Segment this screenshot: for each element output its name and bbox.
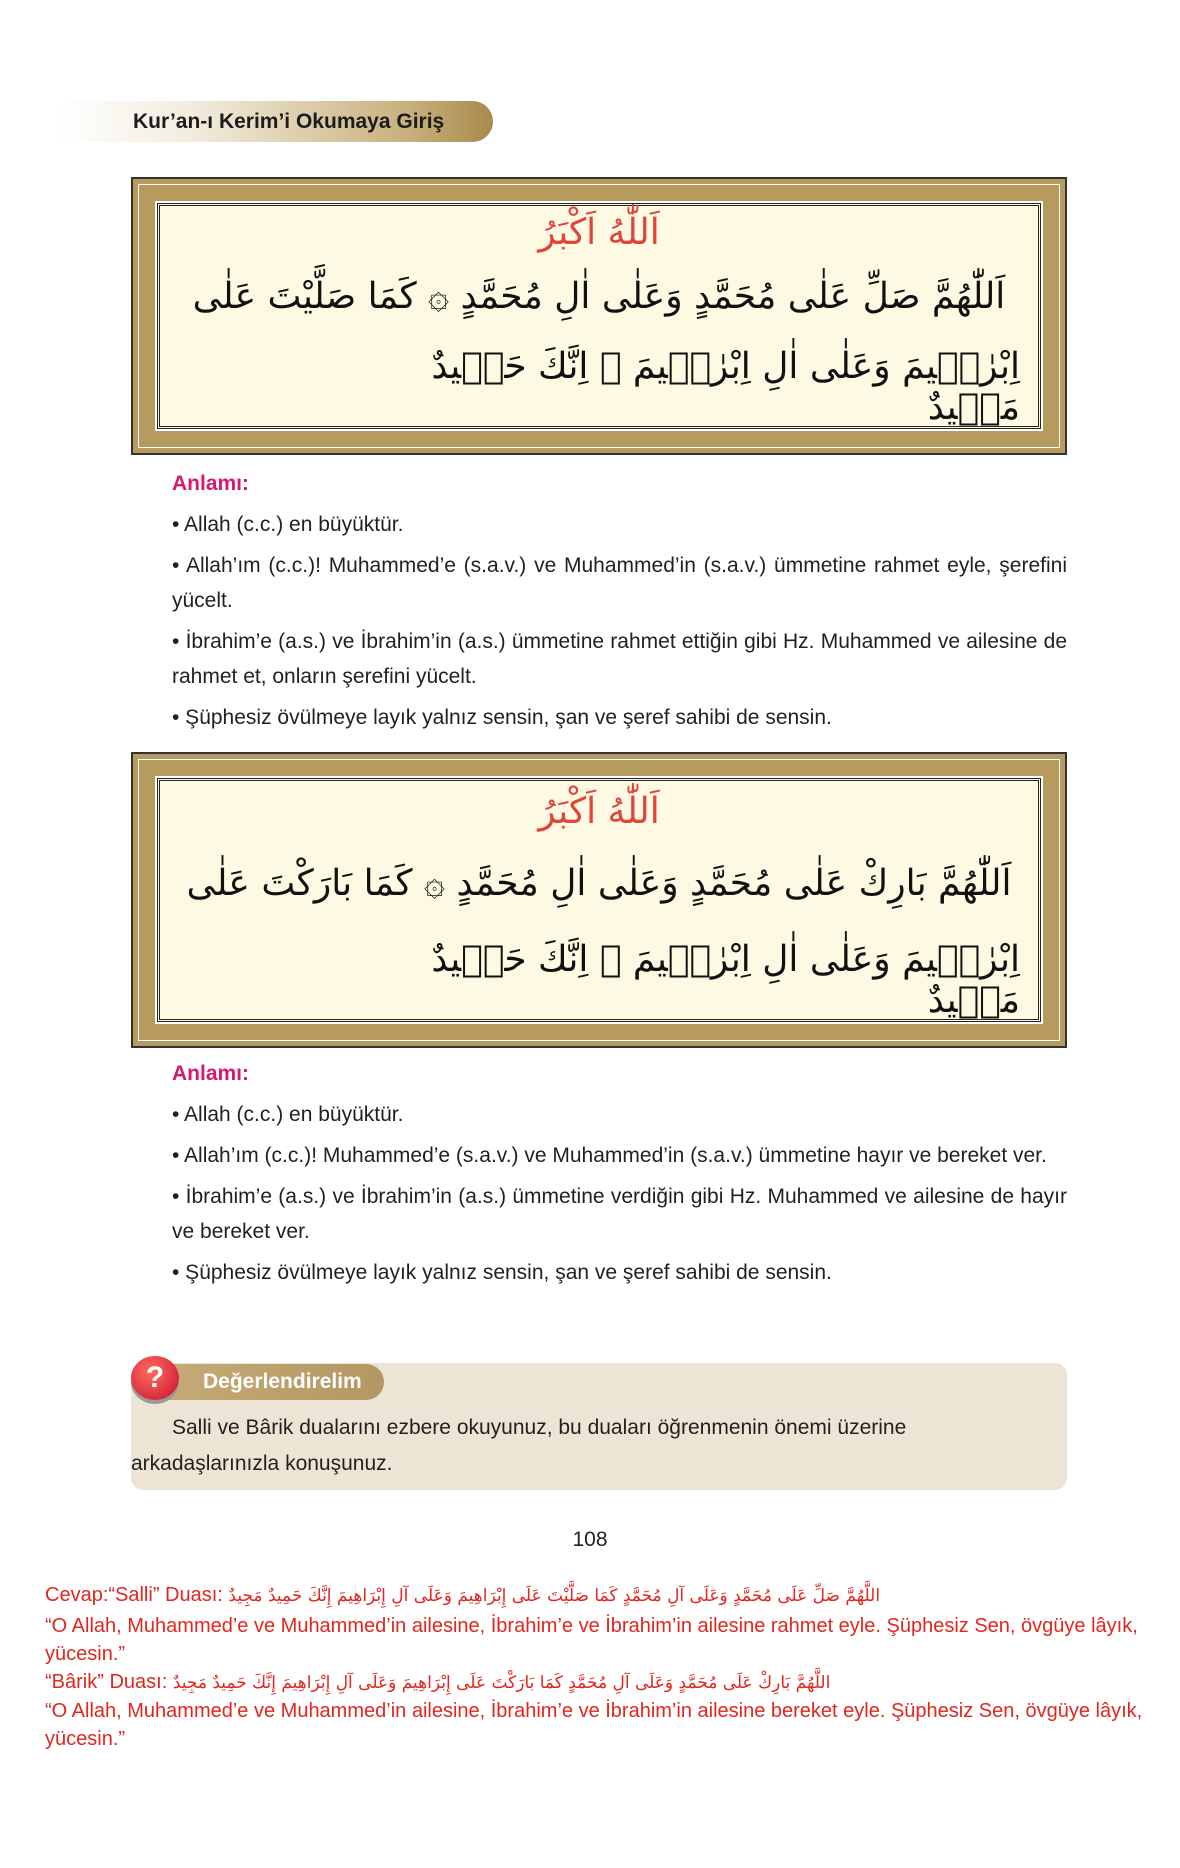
arabic-line: اِبْرٰهٖيمَ وَعَلٰى اٰلِ اِبْرٰهٖيمَ ۞ اِنَّكَ حَمٖيدٌ مَجٖيدٌ <box>431 346 1020 428</box>
arabic-line: اَللّٰهُمَّ صَلِّ عَلٰى مُحَمَّدٍ وَعَلٰى اٰلِ مُحَمَّدٍ ۞ كَمَا صَلَّيْتَ عَلٰى <box>192 276 1006 317</box>
evaluation-text: Salli ve Bârik dualarını ezbere okuyunuz, bu duaları öğrenmenin önemi üzerine arkadaşlarınızla konuşunuz. <box>131 1416 907 1475</box>
meaning-item: • Allah’ım (c.c.)! Muhammed’e (s.a.v.) ve Muhammed’in (s.a.v.) ümmetine rahmet eyle, şerefini yücelt. <box>172 554 1067 612</box>
answer-barik <box>45 1668 1145 1697</box>
salli-meaning <box>131 507 1067 735</box>
meaning-item: • Şüphesiz övülmeye layık yalnız sensin, şan ve şeref sahibi de sensin. <box>172 706 832 729</box>
meaning-item: • İbrahim’e (a.s.) ve İbrahim’in (a.s.) ümmetine rahmet ettiğin gibi Hz. Muhammed ve ailesine de rahmet et, onların şerefini yücelt. <box>172 630 1067 688</box>
answer-label: Cevap:“Salli” Duası: <box>45 1584 223 1606</box>
arabic-title: اَللّٰهُ اَكْبَرُ <box>538 212 660 253</box>
meaning-item: • Allah (c.c.) en büyüktür. <box>172 1103 404 1126</box>
arabic-line: اَللّٰهُمَّ بَارِكْ عَلٰى مُحَمَّدٍ وَعَلٰى اٰلِ مُحَمَّدٍ ۞ كَمَا بَارَكْتَ عَلٰى <box>186 863 1012 904</box>
answer-salli <box>45 1581 1145 1610</box>
answer-arabic: اللَّهُمَّ صَلِّ عَلَى مُحَمَّدٍ وَعَلَى آلِ مُحَمَّدٍ كَمَا صَلَّيْتَ عَلَى إِبْرَاهِيمَ وَعَلَى آلِ إِبْرَاهِيمَ إِنَّكَ حَمِيدٌ مَجِيدٌ <box>228 1586 881 1606</box>
meaning-label: Anlamı: <box>172 1062 250 1085</box>
barik-meaning <box>131 1097 1067 1290</box>
chapter-title: Kur’an-ı Kerim’i Okumaya Giriş <box>133 110 445 133</box>
question-icon: ? <box>131 1356 179 1400</box>
meaning-label: Anlamı: <box>172 472 250 495</box>
answer-label: “Bârik” Duası: <box>45 1671 168 1693</box>
answer-barik-meaning: “O Allah, Muhammed’e ve Muhammed’in ailesine, İbrahim’e ve İbrahim’in ailesine bereket eyle. Şüphesiz Sen, övgüye lâyık, yücesin.” <box>45 1700 1143 1750</box>
arabic-title: اَللّٰهُ اَكْبَرُ <box>538 791 660 832</box>
meaning-item: • Allah’ım (c.c.)! Muhammed’e (s.a.v.) ve Muhammed’in (s.a.v.) ümmetine hayır ve bereket ver. <box>172 1144 1047 1167</box>
arabic-line: اِبْرٰهٖيمَ وَعَلٰى اٰلِ اِبْرٰهٖيمَ ۞ اِنَّكَ حَمٖيدٌ مَجٖيدٌ <box>431 939 1020 1021</box>
evaluation-title: Değerlendirelim <box>203 1370 362 1393</box>
answer-arabic: اللَّهُمَّ بَارِكْ عَلَى مُحَمَّدٍ وَعَلَى آلِ مُحَمَّدٍ كَمَا بَارَكْتَ عَلَى إِبْرَاهِيمَ وَعَلَى آلِ إِبْرَاهِيمَ إِنَّكَ حَمِيدٌ مَجِيدٌ <box>172 1673 831 1693</box>
page-number: 108 <box>572 1528 608 1551</box>
chapter-header <box>59 101 493 142</box>
barik-prayer-frame <box>131 752 1067 1048</box>
evaluation-tab <box>160 1364 384 1400</box>
answer-salli-meaning: “O Allah, Muhammed’e ve Muhammed’in ailesine, İbrahim’e ve İbrahim’in ailesine rahmet eyle. Şüphesiz Sen, övgüye lâyık, yücesin.” <box>45 1615 1138 1665</box>
salli-prayer-frame <box>131 177 1067 455</box>
meaning-item: • İbrahim’e (a.s.) ve İbrahim’in (a.s.) ümmetine verdiğin gibi Hz. Muhammed ve ailesine de hayır ve bereket ver. <box>172 1185 1067 1243</box>
meaning-item: • Şüphesiz övülmeye layık yalnız sensin, şan ve şeref sahibi de sensin. <box>172 1261 832 1284</box>
meaning-item: • Allah (c.c.) en büyüktür. <box>172 513 404 536</box>
